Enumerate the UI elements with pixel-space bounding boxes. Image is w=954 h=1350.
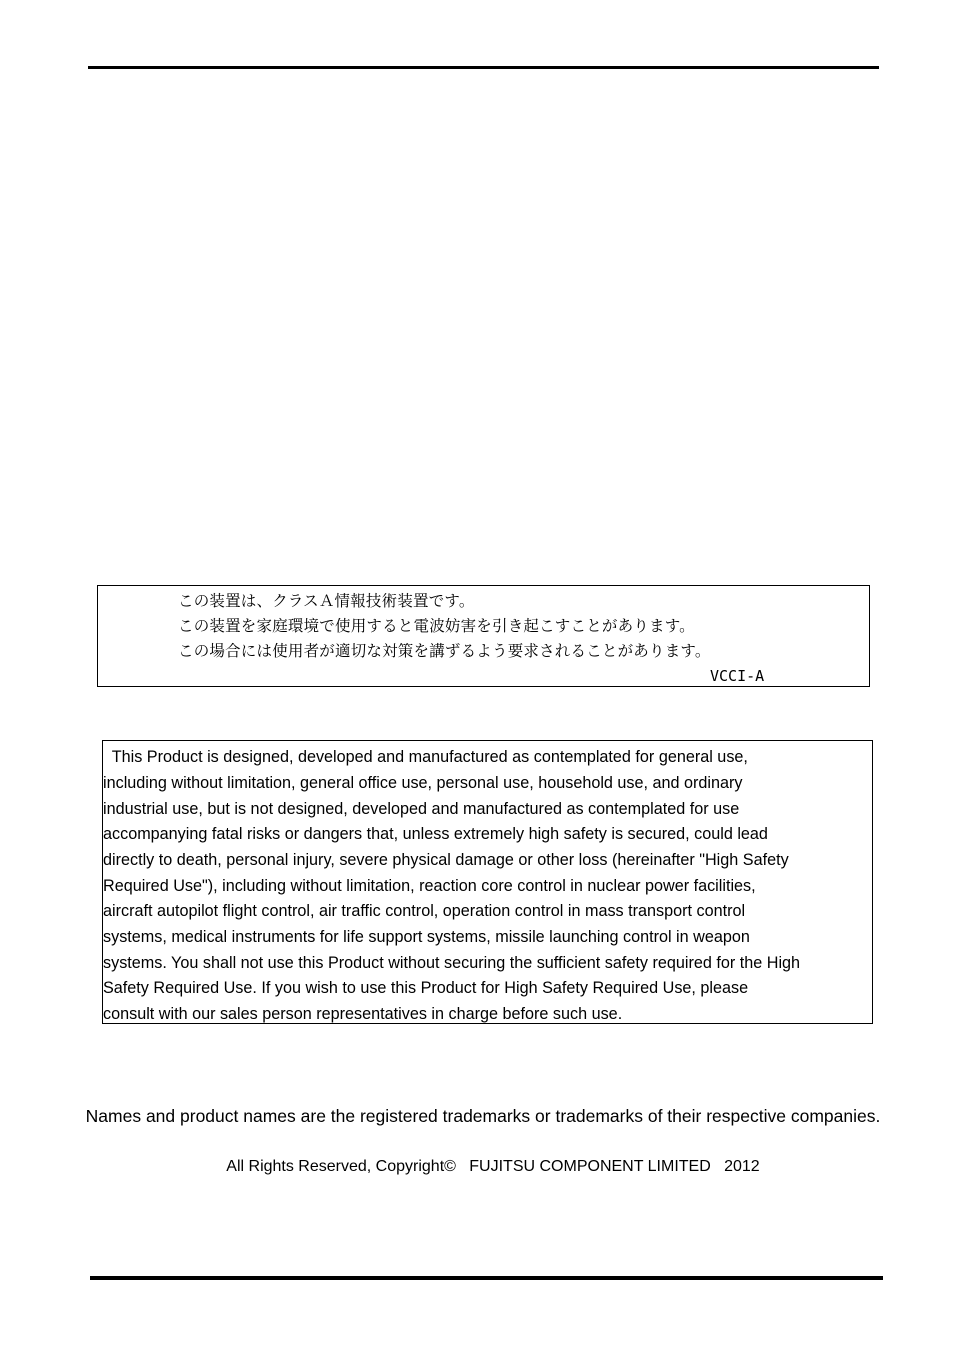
safety-notice-line: systems. You shall not use this Product without securing the sufficient safety required for the High [103, 954, 801, 972]
safety-notice-line: systems, medical instruments for life support systems, missile launching control in weapon [103, 928, 750, 946]
safety-notice-line: Safety Required Use. If you wish to use this Product for High Safety Required Use, please [103, 979, 749, 997]
high-safety-notice-box [102, 740, 873, 1024]
trademark-notice: Names and product names are the registered trademarks or trademarks of their respective companies. [85, 1106, 881, 1126]
vcci-notice-line: この装置は、クラスＡ情報技術装置です。 [178, 592, 475, 610]
safety-notice-line: industrial use, but is not designed, developed and manufactured as contemplated for use [103, 800, 740, 818]
vcci-notice-line: この装置を家庭環境で使用すると電波妨害を引き起こすことがあります。 [178, 617, 695, 635]
safety-notice-line: Required Use"), including without limitation, reaction core control in nuclear power facilities, [103, 877, 756, 895]
safety-notice-line: directly to death, personal injury, severe physical damage or other loss (hereinafter "High Safety [103, 851, 789, 869]
vcci-notice-box [97, 585, 870, 687]
vcci-class-code: VCCI-A [710, 667, 765, 685]
footer-rule [90, 1276, 883, 1280]
vcci-notice-line: この場合には使用者が適切な対策を講ずるよう要求されることがあります。 [178, 642, 711, 660]
safety-notice-line: including without limitation, general office use, personal use, household use, and ordinary [103, 774, 743, 792]
safety-notice-line: consult with our sales person representatives in charge before such use. [103, 1005, 623, 1023]
copyright-notice: All Rights Reserved, Copyright© FUJITSU COMPONENT LIMITED 2012 [226, 1158, 760, 1175]
header-rule [88, 66, 879, 69]
safety-notice-line: aircraft autopilot flight control, air traffic control, operation control in mass transport control [103, 902, 746, 920]
safety-notice-line: This Product is designed, developed and manufactured as contemplated for general use, [103, 748, 748, 766]
safety-notice-line: accompanying fatal risks or dangers that, unless extremely high safety is secured, could lead [103, 825, 768, 843]
